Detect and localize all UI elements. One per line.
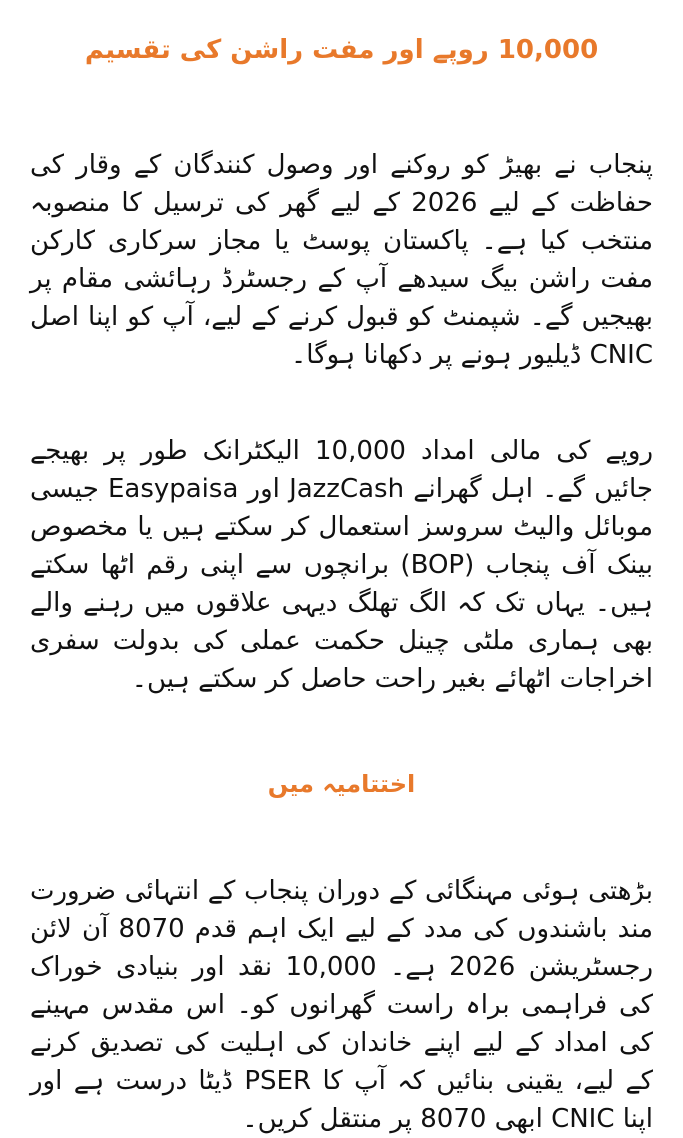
conclusion-heading: اختتامیہ میں	[267, 770, 416, 798]
paragraph-financial-aid: روپے کی مالی امداد 10,000 الیکٹرانک طور پر بھیجے جائیں گے۔ اہل گھرانے JazzCash اور Easypaisa جیسی موبائل والیٹ سروسز استعمال کر سکتے ہیں یا مخصوص بینک آف پنجاب (BOP) برانچوں سے اپنی رقم اٹھا سکتے ہیں۔ یہاں تک کہ الگ تھلگ دیہی علاقوں میں رہنے والے بھی ہماری ملٹی چینل حکمت عملی کی بدولت سفری اخراجات اٹھائے بغیر راحت حاصل کر سکتے ہیں۔	[30, 436, 653, 694]
page-title: 10,000 روپے اور مفت راشن کی تقسیم	[84, 35, 599, 65]
paragraph-conclusion: بڑھتی ہوئی مہنگائی کے دوران پنجاب کے انتہائی ضرورت مند باشندوں کی مدد کے لیے ایک اہم قدم 8070 آن لائن رجسٹریشن 2026 ہے۔ 10,000 نقد اور بنیادی خوراک کی فراہمی براہ راست گھرانوں کو۔ اس مقدس مہینے کی امداد کے لیے اپنے خاندان کی اہلیت کی تصدیق کرنے کے لیے، یقینی بنائیں کہ آپ کا PSER ڈیٹا درست ہے اور اپنا CNIC ابھی 8070 پر منتقل کریں۔	[30, 876, 654, 1134]
paragraph-home-delivery: پنجاب نے بھیڑ کو روکنے اور وصول کنندگان کے وقار کی حفاظت کے لیے 2026 کے لیے گھر کی ترسیل کا منصوبہ منتخب کیا ہے۔ پاکستان پوسٹ یا مجاز سرکاری کارکن مفت راشن بیگ سیدھے آپ کے رجسٹرڈ رہائشی مقام پر بھیجیں گے۔ شپمنٹ کو قبول کرنے کے لیے، آپ کو اپنا اصل CNIC ڈیلیور ہونے پر دکھانا ہوگا۔	[30, 150, 654, 370]
